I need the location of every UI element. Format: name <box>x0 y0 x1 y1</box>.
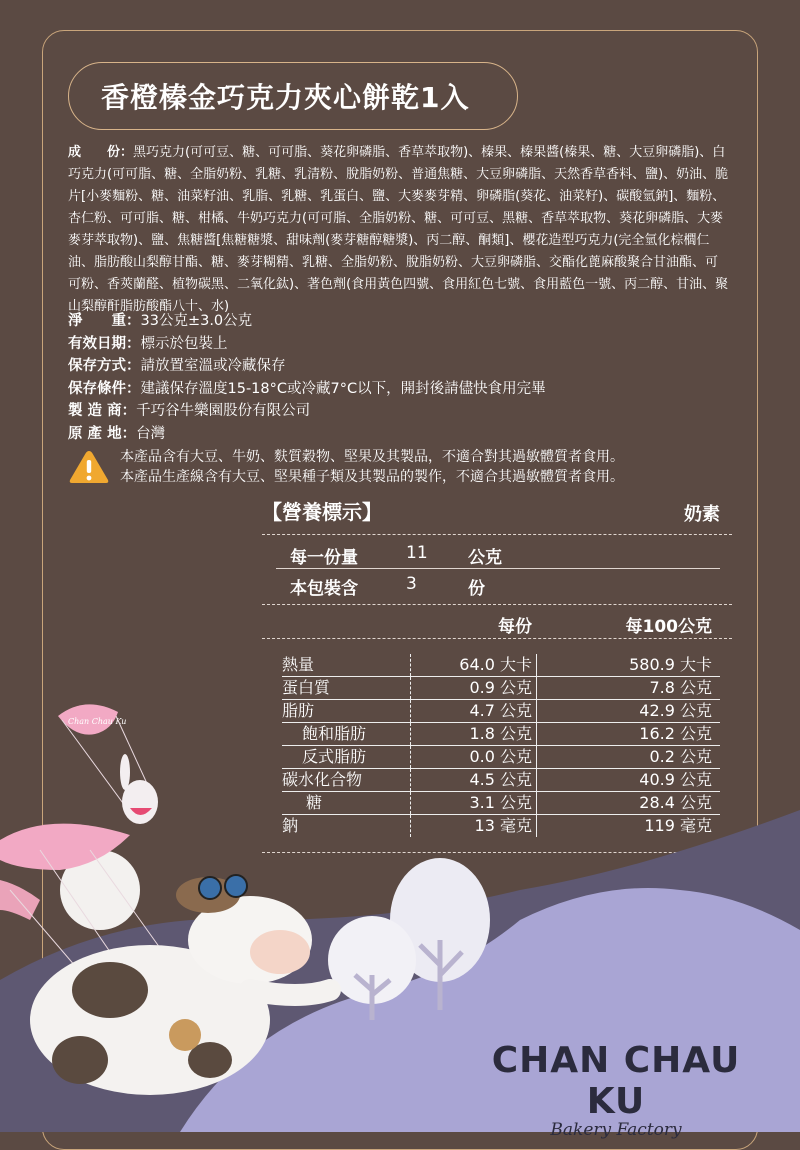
info-key: 原 產 地： <box>68 425 137 442</box>
allergen-line-1: 本產品含有大豆、牛奶、麩質穀物、堅果及其製品，不適合對其過敏體質者食用。 <box>120 449 624 465</box>
warning-icon <box>68 449 110 485</box>
per-serving-value: 0.9 公克 <box>410 677 536 699</box>
serving-unit: 公克 <box>468 548 502 568</box>
per-serving-value: 13 毫克 <box>410 815 536 837</box>
per-100g-value: 7.8 公克 <box>536 677 720 699</box>
info-key: 保存條件： <box>68 380 141 397</box>
info-row-expiry <box>68 333 546 356</box>
info-value: 33公克±3.0公克 <box>140 313 253 329</box>
info-row-conditions <box>68 378 546 401</box>
brand-name: CHAN CHAU KU <box>491 1040 741 1122</box>
vegetarian-badge: 奶素 <box>684 504 720 525</box>
nutrient-name: 蛋白質 <box>282 678 331 697</box>
nutrient-name: 反式脂肪 <box>302 747 367 766</box>
per-serving-value: 4.7 公克 <box>410 700 536 722</box>
nutrition-column-headers <box>262 612 732 636</box>
product-info <box>68 310 546 445</box>
nutrient-name: 糖 <box>306 793 323 812</box>
info-row-origin <box>68 423 546 446</box>
info-value: 千巧谷牛樂園股份有限公司 <box>136 403 311 419</box>
per-serving-header: 每份 <box>498 617 532 637</box>
servings-per-pack-row <box>262 574 732 604</box>
product-title-text: 香橙榛金巧克力夾心餅乾1入 <box>101 81 470 114</box>
nutrient-name: 碳水化合物 <box>282 770 363 789</box>
per-100g-value: 119 毫克 <box>536 815 720 837</box>
table-row <box>282 654 720 677</box>
info-key: 製 造 商： <box>68 403 137 419</box>
per-serving-value: 4.5 公克 <box>410 769 536 791</box>
per-serving-value: 0.0 公克 <box>410 746 536 768</box>
pack-unit: 份 <box>468 579 485 599</box>
info-row-manufacturer <box>68 400 546 423</box>
per-100g-value: 580.9 大卡 <box>536 654 720 676</box>
per-100g-header: 每100公克 <box>625 617 712 637</box>
nutrient-name: 鈉 <box>282 816 299 835</box>
nutrient-name: 飽和脂肪 <box>302 724 367 743</box>
per-serving-value: 64.0 大卡 <box>410 654 536 676</box>
ingredients-label: 成 份： <box>68 145 134 160</box>
ingredients-text: 黑巧克力(可可豆、糖、可可脂、葵花卵磷脂、香草萃取物)、榛果、榛果醬(榛果、糖、大豆卵磷脂)、白巧克力(可可脂、糖、全脂奶粉、乳糖、乳清粉、脫脂奶粉、普通焦糖、大豆卵磷脂、天然香草香料、鹽)、奶油、脆片[小麥麵粉、糖、油菜籽油、乳脂、乳糖、乳蛋白、鹽、大麥麥芽精、卵磷脂(葵花、油菜籽)、碳酸氫鈉]、麵粉、杏仁粉、可可脂、糖、柑橘、牛奶巧克力(可可脂、全脂奶粉、糖、可可豆、黑糖、香草萃取物、葵花卵磷脂、大麥麥芽萃取物)、鹽、焦糖醬[焦糖糖漿、甜味劑(麥芽糖醇糖漿)、丙二醇、酮類]、櫻花造型巧克力(完全氫化棕櫚仁油、脂肪酸山梨醇甘酯、糖、麥芽糊精、乳糖、全脂奶粉、脫脂奶粉、大豆卵磷脂、交酯化蓖麻酸聚合甘油酯、可可粉、香莢蘭醛、植物碳黑、二氧化鈦)、著色劑(食用黃色四號、食用紅色七號、食用藍色一號、丙二醇、甘油、聚山梨醇酐脂肪酸酯八十、水) <box>68 145 729 314</box>
info-value: 建議保存溫度15-18°C或冷藏7°C以下，開封後請儘快食用完畢 <box>140 380 546 397</box>
nutrition-title: 【營養標示】 <box>262 500 382 524</box>
serving-label: 每一份量 <box>290 548 358 568</box>
serving-value: 11 <box>406 543 428 563</box>
info-key: 有效日期： <box>68 335 141 352</box>
ingredients-block <box>68 142 730 318</box>
badge-icon <box>169 1019 201 1051</box>
product-title <box>68 62 518 130</box>
brand-subtitle: Bakery Factory <box>550 1120 682 1140</box>
per-100g-value: 16.2 公克 <box>536 723 720 745</box>
allergen-warning <box>68 447 728 489</box>
divider <box>262 534 732 535</box>
per-serving-value: 1.8 公克 <box>410 723 536 745</box>
info-key: 保存方式： <box>68 358 141 374</box>
info-value: 標示於包裝上 <box>140 335 228 352</box>
pack-label: 本包裝含 <box>290 579 358 599</box>
per-serving-value: 3.1 公克 <box>410 792 536 814</box>
pack-value: 3 <box>406 574 417 594</box>
divider <box>262 604 732 605</box>
info-value: 請放置室溫或冷藏保存 <box>140 358 286 374</box>
divider <box>276 568 720 569</box>
parachute-logo: Chan Chau Ku <box>68 717 127 726</box>
per-100g-value: 0.2 公克 <box>536 746 720 768</box>
per-100g-value: 40.9 公克 <box>536 769 720 791</box>
per-100g-value: 42.9 公克 <box>536 700 720 722</box>
nutrient-name: 脂肪 <box>282 701 315 720</box>
info-value: 台灣 <box>136 425 166 442</box>
brand-logo <box>466 1040 766 1140</box>
info-row-storage <box>68 355 546 378</box>
info-key: 淨 重： <box>68 313 141 329</box>
per-100g-value: 28.4 公克 <box>536 792 720 814</box>
allergen-line-2: 本產品生產線含有大豆、堅果種子類及其製品的製作，不適合其過敏體質者食用。 <box>120 469 624 485</box>
divider <box>262 638 732 639</box>
nutrient-name: 熱量 <box>282 655 315 674</box>
nutrition-header <box>262 496 732 526</box>
info-row-weight <box>68 310 546 333</box>
